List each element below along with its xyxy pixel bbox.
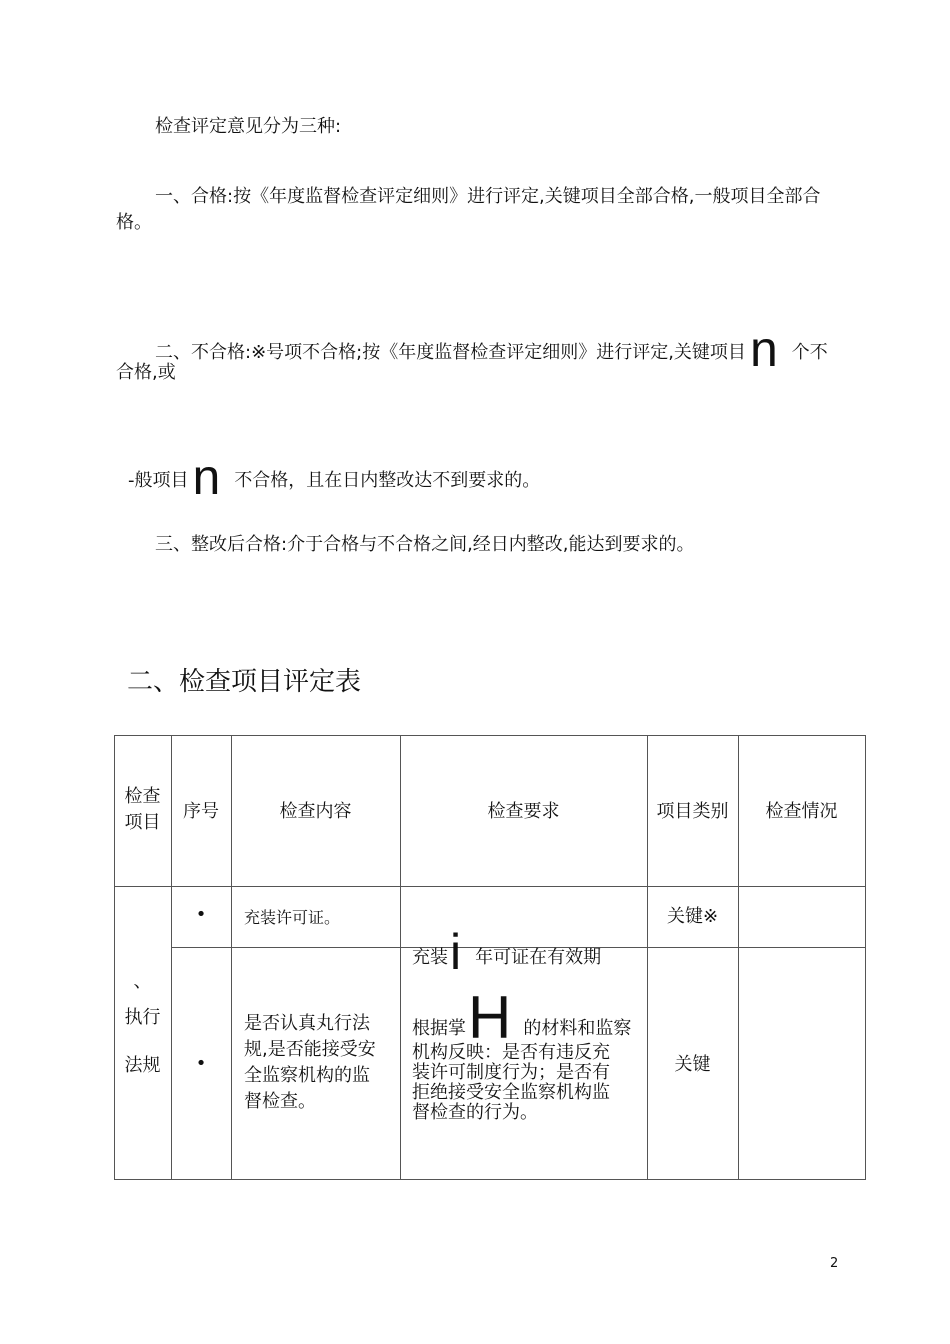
row2-req-text-b: 的材料和监察 [523, 1018, 632, 1039]
row2-content-line4: 督检查。 [244, 1091, 316, 1112]
row2-requirement [412, 984, 644, 1123]
table-border-top [114, 735, 866, 736]
inspection-table [114, 735, 866, 1180]
row2-category: 关键 [674, 1054, 711, 1075]
row2-seq: • [195, 1053, 207, 1074]
row2-content-line1: 是否认真丸行法 [244, 1013, 370, 1034]
table-header-divider [114, 886, 866, 887]
row2-req-line1 [412, 984, 644, 1051]
criteria-pass-line2: 格。 [116, 212, 152, 233]
row1-req-big-glyph: i [450, 924, 462, 980]
header-status: 检查情况 [765, 801, 838, 822]
page-number: 2 [830, 1256, 839, 1271]
criteria-fail-text-b: 个不 [791, 342, 828, 363]
header-seq: 序号 [183, 801, 219, 822]
row1-req-text-a: 充装 [412, 947, 448, 968]
header-requirement: 检查要求 [487, 801, 560, 822]
header-item [114, 784, 171, 836]
row1-requirement [412, 897, 642, 980]
criteria-fail3-text-a: -般项目 [128, 470, 189, 491]
criteria-fail-line3 [128, 449, 541, 505]
header-item-line2: 项目 [124, 812, 161, 833]
row1-seq: • [195, 904, 207, 925]
row1-content: 充装许可证。 [244, 908, 341, 927]
header-content: 检查内容 [279, 801, 352, 822]
header-category: 项目类别 [656, 801, 729, 822]
row1-category: 关键※ [666, 906, 719, 927]
row2-content-line3: 全监察机构的监 [244, 1065, 370, 1086]
row2-req-big-glyph: H [468, 984, 512, 1051]
header-item-line1: 检查 [124, 786, 161, 807]
table-border-right [865, 735, 866, 1180]
row2-req-line5: 督检查的行为。 [412, 1102, 538, 1123]
group-label [114, 969, 171, 1079]
criteria-fail3-big-glyph: n [192, 449, 221, 505]
group-label-line2: 法规 [124, 1055, 161, 1076]
criteria-fail3-text-b: 不合格，且在日内整改达不到要求的。 [234, 470, 541, 491]
row2-req-text-a: 根据掌 [412, 1018, 466, 1039]
table-border-bottom [114, 1179, 866, 1180]
criteria-rectified: 三、整改后合格:介于合格与不合格之间,经日内整改,能达到要求的。 [155, 534, 695, 555]
group-label-line1: 执行 [124, 1007, 161, 1028]
row1-req-text-b: 年可证在有效期 [475, 947, 602, 968]
row2-content [244, 1011, 376, 1115]
criteria-fail-line2: 合格,或 [116, 362, 176, 383]
group-mark: 、 [133, 971, 152, 992]
row2-req-line4: 拒绝接受安全监察机构监 [412, 1082, 610, 1103]
criteria-fail-line1 [155, 321, 828, 377]
criteria-pass-line1: 一、合格:按《年度监督检查评定细则》进行评定,关键项目全部合格,一般项目全部合 [155, 186, 821, 207]
criteria-fail-big-glyph: n [749, 321, 778, 377]
row2-req-line2: 机构反映：是否有违反充 [412, 1042, 610, 1063]
row2-req-line3: 装许可制度行为；是否有 [412, 1062, 610, 1083]
intro-text: 检查评定意见分为三种: [155, 116, 342, 137]
criteria-fail-text-a: 二、不合格:※号项不合格;按《年度监督检查评定细则》进行评定,关键项目 [155, 342, 746, 363]
row2-content-line2: 规,是否能接受安 [244, 1039, 376, 1060]
section-title: 二、检查项目评定表 [127, 667, 362, 697]
